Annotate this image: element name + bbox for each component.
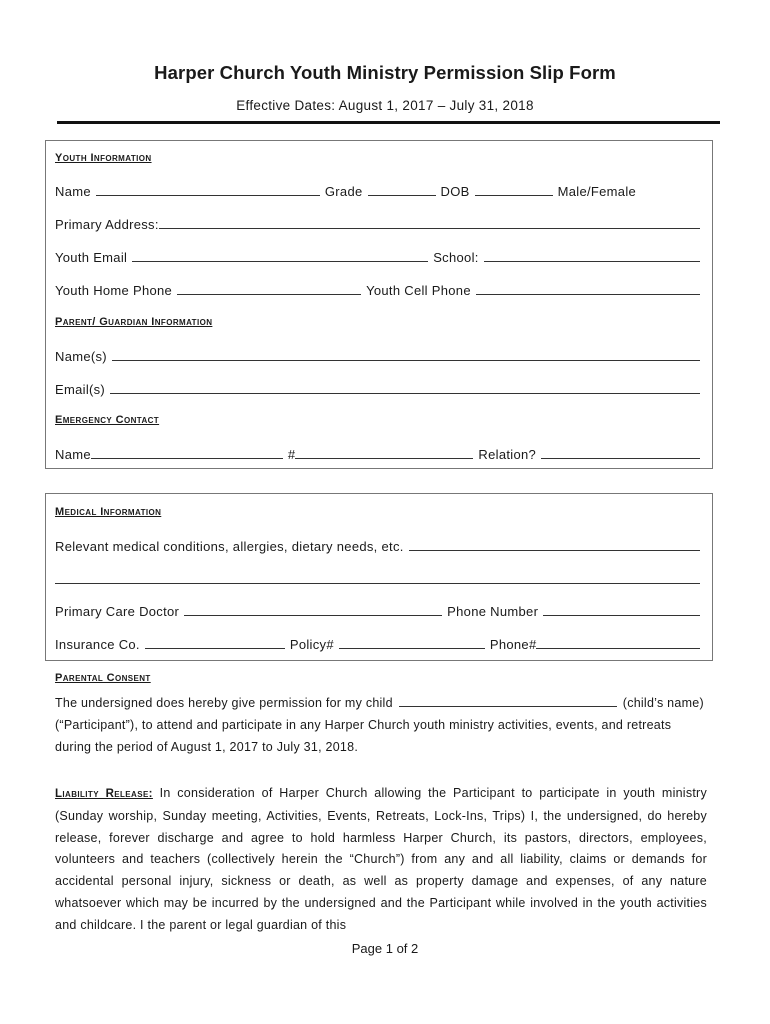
conditions-label: Relevant medical conditions, allergies, dietary needs, etc. (55, 539, 404, 554)
youth-name-row (55, 181, 700, 199)
sex-label[interactable]: Male/Female (557, 184, 637, 199)
header-rule (57, 121, 720, 124)
cell-phone-field[interactable] (476, 294, 700, 295)
grade-label: Grade (324, 184, 363, 199)
doctor-field[interactable] (184, 615, 442, 616)
grade-field[interactable] (368, 195, 436, 196)
guardian-emails-label: Email(s) (55, 382, 106, 397)
insurance-row (55, 634, 700, 652)
insurance-phone-field[interactable] (536, 648, 700, 649)
doctor-label: Primary Care Doctor (55, 604, 180, 619)
youth-phone-row (55, 280, 700, 298)
guardian-emails-field[interactable] (110, 393, 700, 394)
guardian-names-field[interactable] (112, 360, 700, 361)
emergency-name-field[interactable] (91, 458, 283, 459)
consent-paragraph (55, 693, 707, 758)
conditions-line-2 (55, 569, 700, 587)
doctor-row (55, 601, 700, 619)
emergency-row (55, 444, 700, 462)
form-title: Harper Church Youth Ministry Permission Slip Form (154, 62, 616, 83)
youth-email-row (55, 247, 700, 265)
insurance-label: Insurance Co. (55, 637, 140, 652)
liability-paragraph (55, 783, 707, 937)
youth-email-field[interactable] (132, 261, 428, 262)
conditions-row (55, 536, 700, 554)
relation-label: Relation? (478, 447, 537, 462)
home-phone-field[interactable] (177, 294, 361, 295)
page-number: Page 1 of 2 (351, 941, 419, 956)
school-label: School: (433, 250, 479, 265)
effective-dates: Effective Dates: August 1, 2017 – July 31, 2018 (236, 98, 534, 113)
address-label: Primary Address: (55, 217, 159, 232)
conditions-field-2[interactable] (55, 583, 700, 584)
youth-email-label: Youth Email (55, 250, 128, 265)
doctor-phone-label: Phone Number (447, 604, 539, 619)
liability-text: In consideration of Harper Church allowing the Participant to participate in youth ministry (Sunday worship, Sunday meeting, Activities, Events, Retreats, Lock-Ins, Trips) I, the undersigned, do hereby release, forever discharge and agree to hold harmless Harper Church, its pastors, directors, employees, volunteers and teachers (collectively herein the “Church”) from any and all liability, claims or demands for accidental personal injury, sickness or death, as well as property damage and expenses, of any nature whatsoever which may be incurred by the undersigned and the Participant while involved in the youth activities and childcare. I the parent or legal guardian of this (55, 786, 707, 932)
dob-field[interactable] (475, 195, 553, 196)
consent-text-start: The undersigned does hereby give permission for my child (55, 696, 393, 710)
section-medical-information: Medical Information (55, 506, 162, 518)
relation-field[interactable] (541, 458, 700, 459)
section-youth-information: Youth Information (55, 152, 152, 164)
cell-phone-label: Youth Cell Phone (366, 283, 471, 298)
guardian-names-label: Name(s) (55, 349, 107, 364)
insurance-phone-label: Phone# (489, 637, 537, 652)
conditions-field[interactable] (409, 550, 700, 551)
school-field[interactable] (484, 261, 700, 262)
section-emergency-contact: Emergency Contact (55, 414, 160, 426)
dob-label: DOB (440, 184, 470, 199)
youth-name-label: Name (55, 184, 91, 199)
home-phone-label: Youth Home Phone (55, 283, 173, 298)
emergency-name-label: Name (55, 447, 91, 462)
doctor-phone-field[interactable] (543, 615, 700, 616)
guardian-names-row (55, 346, 700, 364)
policy-label: Policy# (289, 637, 334, 652)
section-guardian-information: Parent/ Guardian Information (55, 316, 213, 328)
policy-field[interactable] (339, 648, 485, 649)
section-parental-consent: Parental Consent (55, 672, 151, 684)
address-field[interactable] (159, 228, 700, 229)
emergency-number-field[interactable] (295, 458, 473, 459)
liability-heading: Liability Release: (55, 788, 153, 800)
guardian-emails-row (55, 379, 700, 397)
emergency-number-label: # (287, 447, 296, 462)
insurance-field[interactable] (145, 648, 285, 649)
consent-text-end: (child’s name) (“Participant”), to attend and participate in any Harper Church youth ministry activities, events, and retreats during the period of August 1, 2017 to July 31, 2018. (55, 696, 704, 754)
address-row (55, 214, 700, 232)
child-name-field[interactable] (399, 694, 617, 707)
youth-name-field[interactable] (96, 195, 320, 196)
